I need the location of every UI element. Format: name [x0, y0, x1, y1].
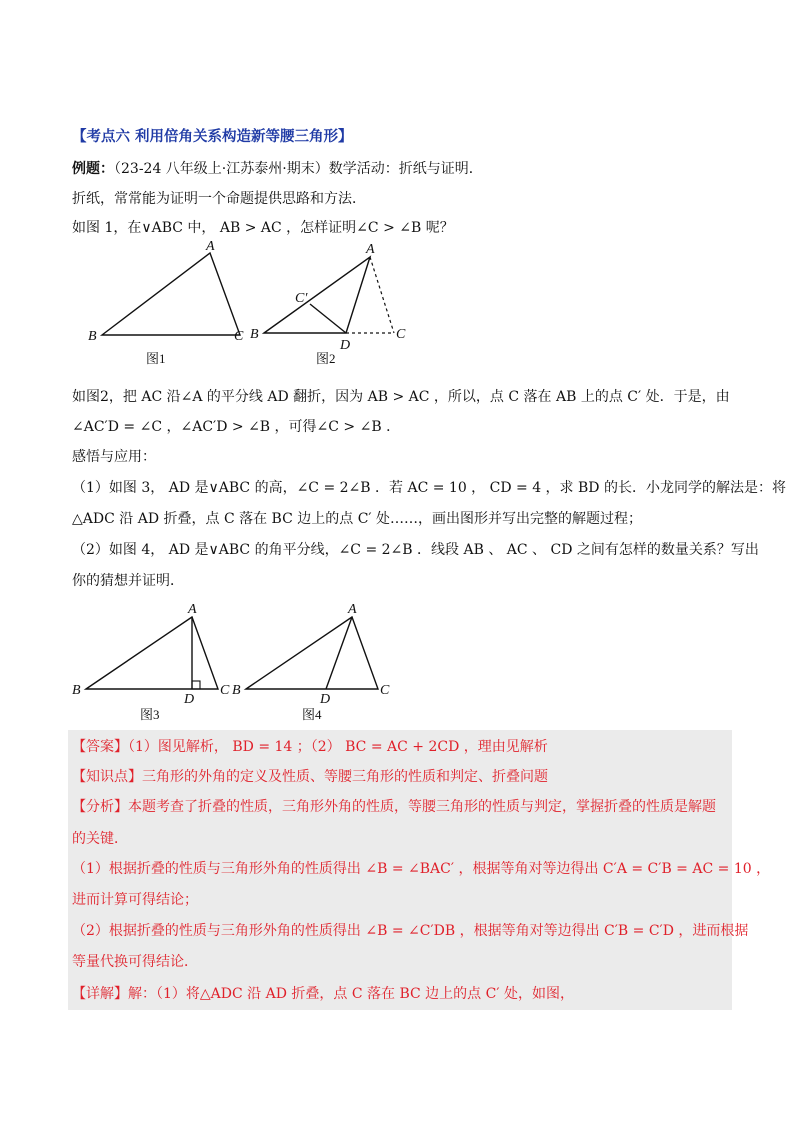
analysis-line-2: 的关键．: [72, 831, 128, 847]
analysis-part-1-line-1: （1）根据折叠的性质与三角形外角的性质得出 ∠B = ∠BAC′ ，根据等角对等边得出 C′A = C′B = AC = 10 ，: [72, 861, 771, 877]
analysis-part-2-line-1: （2）根据折叠的性质与三角形外角的性质得出 ∠B = ∠C′DB ，根据等角对等边得出 C′B = C′D ，进而根据: [72, 923, 749, 939]
fig4-caption: 图4: [302, 707, 322, 722]
fig1-caption: 图1: [146, 351, 166, 366]
fig2-label-c-prime: C′: [295, 291, 308, 306]
knowledge-tag: 【知识点】: [72, 769, 142, 785]
analysis-line-1: [72, 798, 716, 816]
fig2-caption: 图2: [316, 351, 336, 366]
fig4-label-d: D: [320, 692, 331, 707]
fig2-label-a: A: [366, 242, 375, 257]
section-heading: 【考点六 利用倍角关系构造新等腰三角形】: [72, 128, 353, 145]
knowledge-line: [72, 768, 548, 786]
question-1-line-2: △ADC 沿 AD 折叠，点 C 落在 BC 边上的点 C′ 处……，画出图形并写出完整的解题过程；: [72, 511, 643, 527]
example-label: 例题：: [72, 161, 114, 177]
answer-text: （1）图见解析， BD = 14 ；（2） BC = AC + 2CD ，理由见解析: [128, 739, 548, 755]
answer-tag: 【答案】: [72, 739, 128, 755]
fig3-label-b: B: [72, 683, 81, 698]
example-line: [72, 160, 483, 178]
fig2-label-b: B: [250, 327, 259, 342]
fig2-label-c: C: [396, 327, 406, 342]
paragraph-4: ∠AC′D = ∠C ，∠AC′D > ∠B ，可得∠C > ∠B ．: [72, 419, 401, 435]
paragraph-2: 如图 1，在∨ABC 中， AB > AC ，怎样证明∠C > ∠B 呢？: [72, 220, 454, 236]
fig3-caption: 图3: [140, 707, 160, 722]
analysis-tag: 【分析】: [72, 799, 128, 815]
fig1-label-b: B: [88, 329, 97, 344]
detail-text: 解：（1）将△ADC 沿 AD 折叠，点 C 落在 BC 边上的点 C′ 处，如图，: [128, 986, 574, 1002]
answer-line: [72, 738, 548, 756]
question-1-line-1: （1）如图 3， AD 是∨ABC 的高，∠C = 2∠B ．若 AC = 10 ， CD = 4 ，求 BD 的长．小龙同学的解法是：将: [72, 480, 786, 496]
question-2-line-2: 你的猜想并证明．: [72, 573, 184, 589]
figure-4: [232, 602, 412, 725]
fig4-label-a: A: [348, 602, 357, 617]
fig4-label-c: C: [380, 683, 390, 698]
figure-2: [250, 242, 450, 375]
figure-3: [70, 602, 250, 725]
fig3-label-d: D: [184, 692, 195, 707]
detail-line: [72, 985, 574, 1003]
fig3-label-c: C: [220, 683, 230, 698]
paragraph-5: 感悟与应用：: [72, 449, 156, 465]
knowledge-text: 三角形的外角的定义及性质、等腰三角形的性质和判定、折叠问题: [142, 769, 548, 785]
question-2-line-1: （2）如图 4， AD 是∨ABC 的角平分线，∠C = 2∠B ．线段 AB 、 AC 、 CD 之间有怎样的数量关系？写出: [72, 542, 759, 558]
analysis-part-2-line-2: 等量代换可得结论．: [72, 954, 198, 970]
fig2-label-d: D: [340, 338, 351, 353]
fig1-label-a: A: [206, 239, 215, 254]
paragraph-3: 如图2，把 AC 沿∠A 的平分线 AD 翻折，因为 AB > AC ，所以，点 C 落在 AB 上的点 C′ 处．于是，由: [72, 389, 730, 405]
analysis-text-1: 本题考查了折叠的性质，三角形外角的性质，等腰三角形的性质与判定，掌握折叠的性质是解题: [128, 799, 716, 815]
fig3-label-a: A: [188, 602, 197, 617]
detail-tag: 【详解】: [72, 986, 128, 1002]
paragraph-1: 折纸，常常能为证明一个命题提供思路和方法．: [72, 191, 366, 207]
analysis-part-1-line-2: 进而计算可得结论；: [72, 892, 198, 908]
fig1-label-c: C: [234, 329, 244, 344]
fig4-label-b: B: [232, 683, 241, 698]
example-text: （23-24 八年级上·江苏泰州·期末）数学活动：折纸与证明．: [114, 161, 483, 177]
